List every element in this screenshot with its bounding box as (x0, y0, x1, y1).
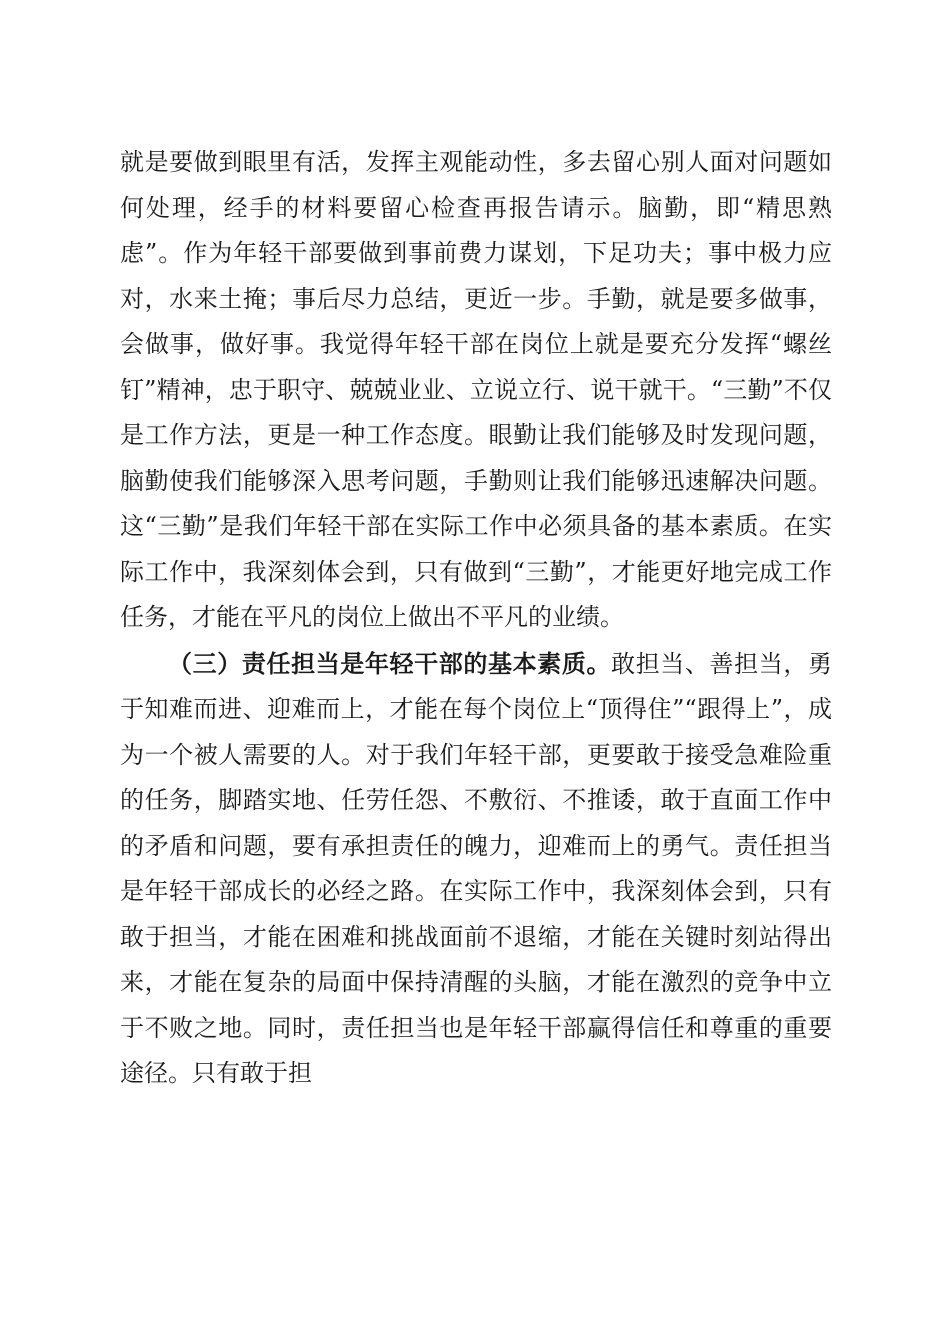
section-heading: （三）责任担当是年轻干部的基本素质。 (168, 648, 612, 678)
paragraph-section-three (120, 641, 832, 1097)
paragraph-continued: 就是要做到眼里有活，发挥主观能动性，多去留心别人面对问题如何处理，经手的材料要留心检查再报告请示。脑勤，即“精思熟虑”。作为年轻干部要做到事前费力谋划，下足功夫；事中极力应对，水来土掩；事后尽力总结，更近一步。手勤，就是要多做事，会做事，做好事。我觉得年轻干部在岗位上就是要充分发挥“螺丝钉”精神，忠于职守、兢兢业业、立说立行、说干就干。“三勤”不仅是工作方法，更是一种工作态度。眼勤让我们能够及时发现问题，脑勤使我们能够深入思考问题，手勤则让我们能够迅速解决问题。这“三勤”是我们年轻干部在实际工作中必须具备的基本素质。在实际工作中，我深刻体会到，只有做到“三勤”，才能更好地完成工作任务，才能在平凡的岗位上做出不平凡的业绩。 (120, 148, 832, 631)
section-body-text: 敢担当、善担当，勇于知难而进、迎难而上，才能在每个岗位上“顶得住”“跟得上”，成为一个被人需要的人。对于我们年轻干部，更要敢于接受急难险重的任务，脚踏实地、任劳任怨、不敷衍、不推诿，敢于直面工作中的矛盾和问题，要有承担责任的魄力，迎难而上的勇气。责任担当是年轻干部成长的必经之路。在实际工作中，我深刻体会到，只有敢于担当，才能在困难和挑战面前不退缩，才能在关键时刻站得出来，才能在复杂的局面中保持清醒的头脑，才能在激烈的竞争中立于不败之地。同时，责任担当也是年轻干部赢得信任和尊重的重要途径。只有敢于担 (120, 649, 833, 1087)
document-body (120, 140, 832, 1097)
